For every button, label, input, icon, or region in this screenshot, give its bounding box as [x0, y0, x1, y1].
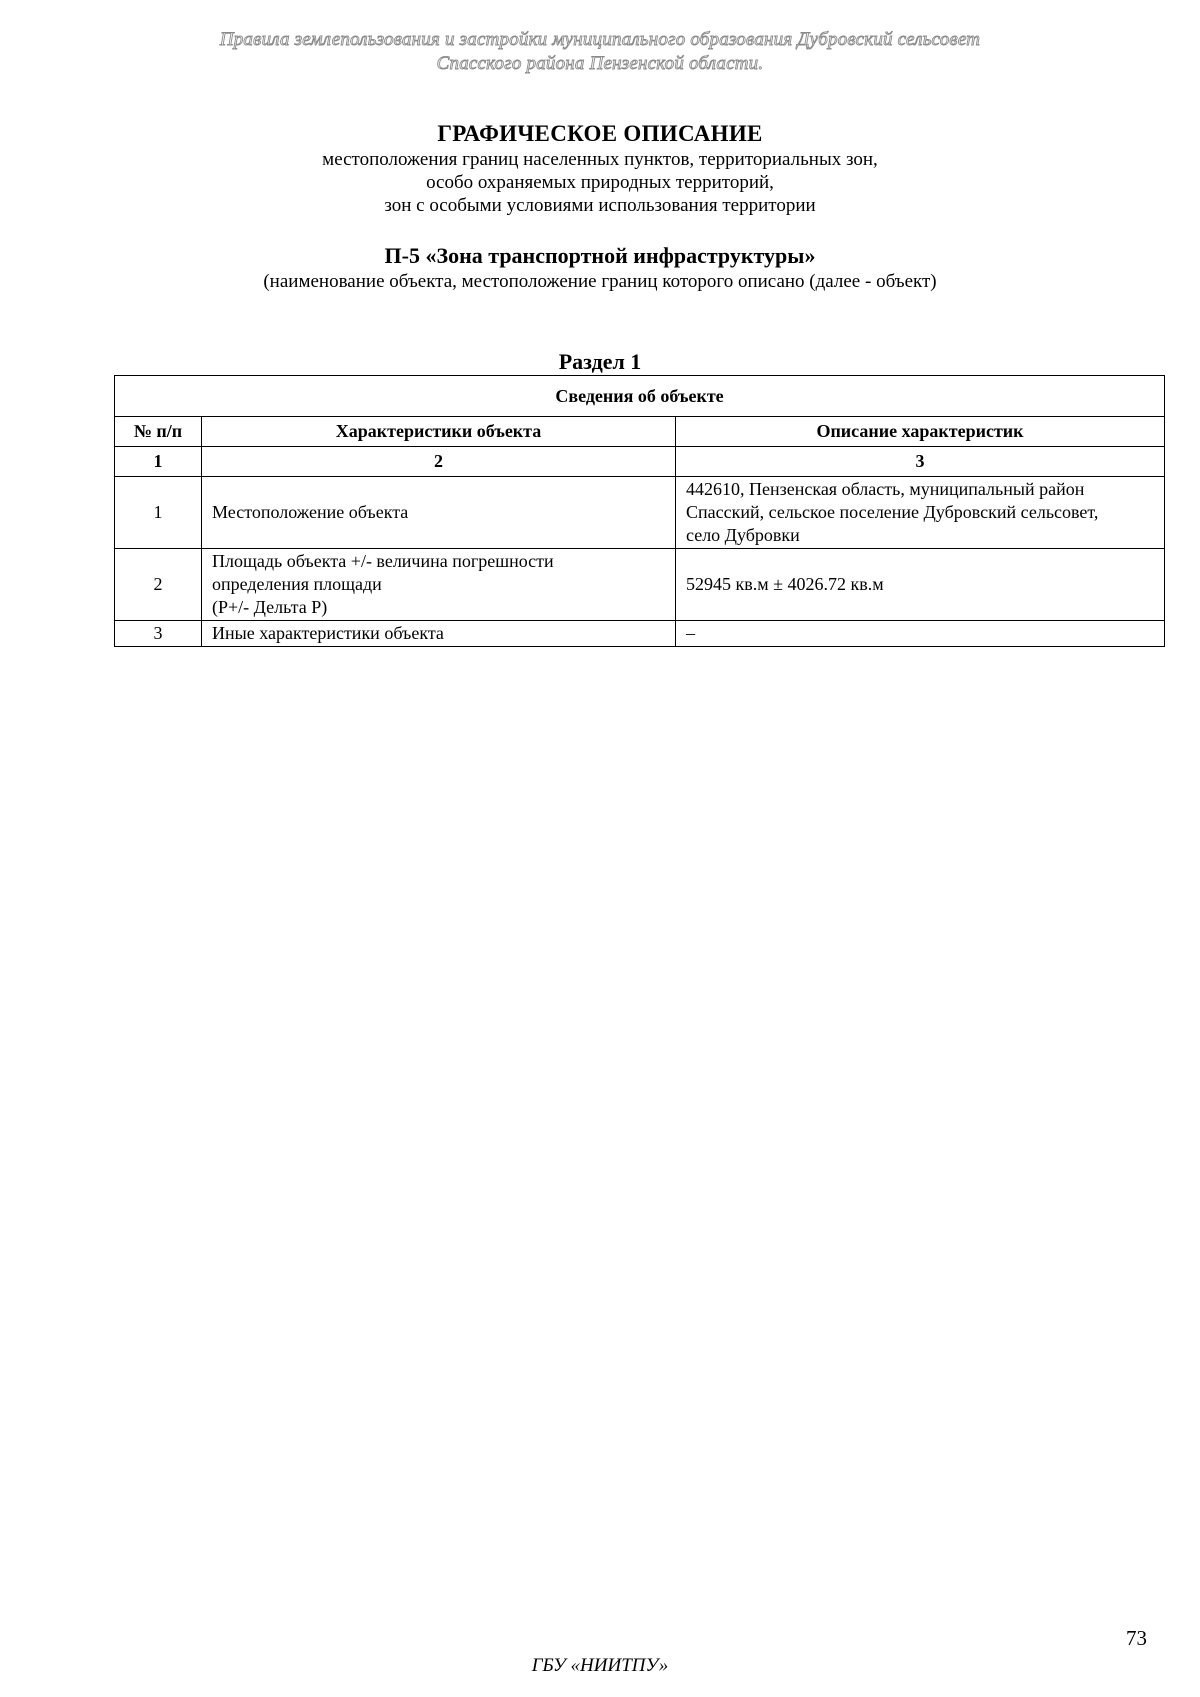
- row-description: [676, 621, 1165, 647]
- table-caption-row: [115, 376, 1165, 417]
- row-number: 2: [115, 549, 202, 621]
- table-row: [115, 621, 1165, 647]
- document-title: ГРАФИЧЕСКОЕ ОПИСАНИЕ: [437, 121, 763, 146]
- row-description: [676, 477, 1165, 549]
- row-characteristic: [202, 549, 676, 621]
- table-row: [115, 477, 1165, 549]
- row-number: 3: [115, 621, 202, 647]
- table-column-number-row: [115, 447, 1165, 477]
- row-characteristic: [202, 621, 676, 647]
- table-row: [115, 549, 1165, 621]
- row-characteristic-line: Площадь объекта +/- величина погрешности: [212, 551, 554, 571]
- row-description-line: 52945 кв.м ± 4026.72 кв.м: [686, 574, 884, 594]
- row-characteristic-line: (P+/- Дельта P): [212, 597, 328, 617]
- column-number-3: 3: [676, 447, 1165, 477]
- table-caption: Сведения об объекте: [115, 376, 1165, 417]
- row-description-line: Спасский, сельское поселение Дубровский сельсовет,: [686, 502, 1099, 522]
- page-number: 73: [1126, 1626, 1147, 1650]
- document-subtitle-line-2: особо охраняемых природных территорий,: [426, 172, 774, 193]
- object-name: П-5 «Зона транспортной инфраструктуры»: [384, 243, 816, 268]
- document-subtitle-line-3: зон с особыми условиями использования территории: [384, 195, 816, 216]
- row-number: 1: [115, 477, 202, 549]
- running-header-line-2: Спасского района Пензенской области.: [436, 53, 764, 74]
- document-subtitle-line-1: местоположения границ населенных пунктов, территориальных зон,: [322, 149, 878, 170]
- row-characteristic-line: определения площади: [212, 574, 382, 594]
- row-description-line: –: [686, 623, 695, 643]
- column-number-1: 1: [115, 447, 202, 477]
- table-header-row: [115, 417, 1165, 447]
- running-header: [0, 28, 1200, 76]
- column-number-2: 2: [202, 447, 676, 477]
- object-info-table: [114, 375, 1165, 647]
- column-header-number: № п/п: [115, 417, 202, 447]
- object-caption: (наименование объекта, местоположение границ которого описано (далее - объект): [263, 271, 937, 292]
- row-description: [676, 549, 1165, 621]
- row-characteristic: [202, 477, 676, 549]
- column-header-description: Описание характеристик: [676, 417, 1165, 447]
- column-header-characteristic: Характеристики объекта: [202, 417, 676, 447]
- row-characteristic-line: Местоположение объекта: [212, 502, 409, 522]
- running-header-line-1: Правила землепользования и застройки муниципального образования Дубровский сельсовет: [219, 29, 981, 50]
- row-description-line: 442610, Пензенская область, муниципальный район: [686, 479, 1085, 499]
- row-characteristic-line: Иные характеристики объекта: [212, 623, 444, 643]
- section-title: Раздел 1: [558, 349, 642, 374]
- title-block: [0, 120, 1200, 217]
- row-description-line: село Дубровки: [686, 525, 800, 545]
- footer-organization: ГБУ «НИИТПУ»: [531, 1655, 669, 1676]
